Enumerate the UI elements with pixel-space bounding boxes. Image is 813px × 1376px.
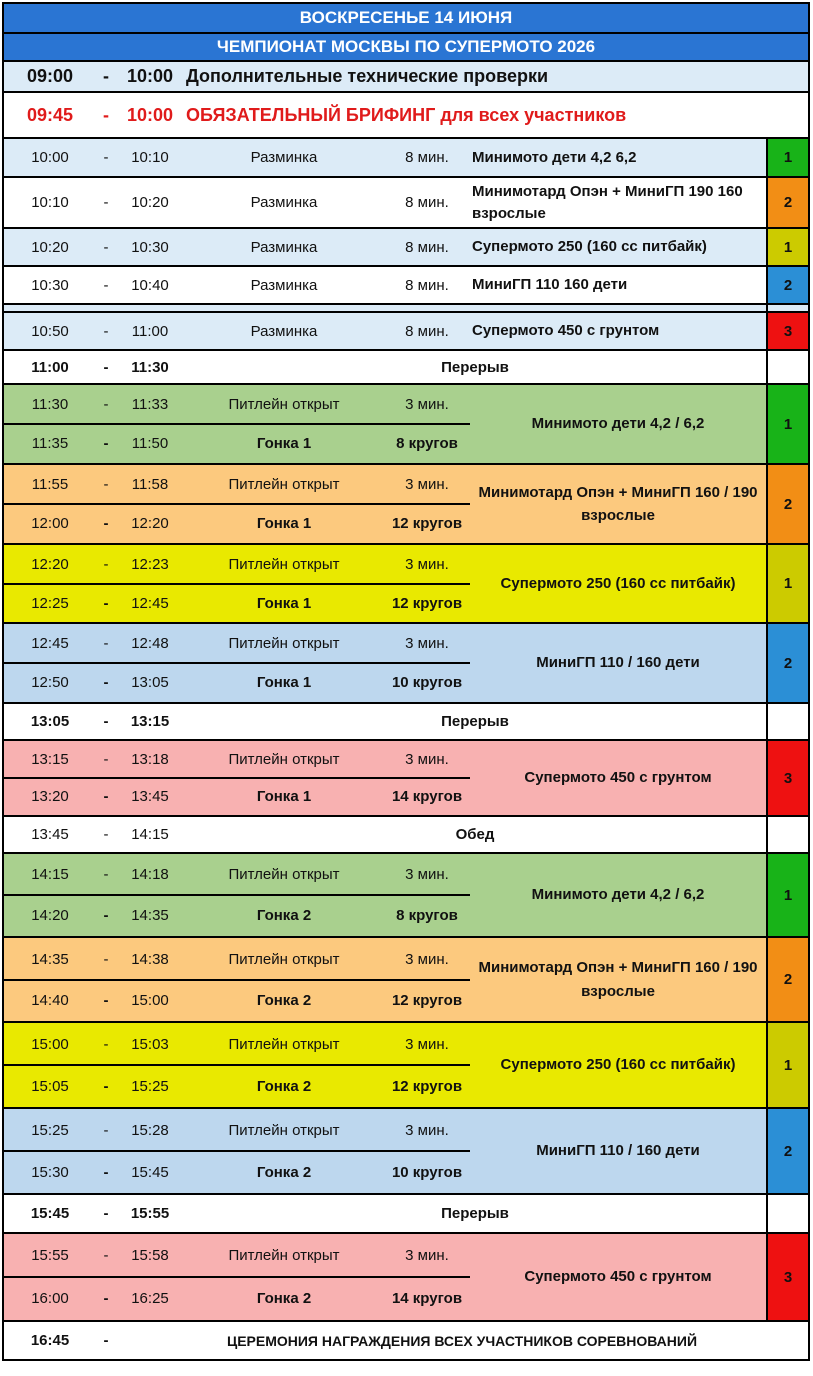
time-separator: - [103,866,109,883]
title-banner [2,34,810,62]
track-cell [766,351,808,383]
start-time: 16:45 [30,1332,70,1349]
time-separator: - [103,751,109,768]
race-block [2,465,810,545]
race-block [2,1023,810,1109]
track-cell [766,1195,808,1232]
warmup-row [2,267,810,305]
time-separator: - [103,1205,109,1222]
pitlane-end-time: 11:33 [131,396,169,413]
class-name: Минимото дети 4,2 6,2 [472,148,637,166]
schedule-table [2,2,810,1361]
end-time: 13:15 [130,713,170,730]
race-label: Гонка 1 [256,435,312,452]
pitlane-label: Питлейн открыт [228,1121,340,1139]
day-banner [2,2,810,34]
pitlane-start-time: 12:45 [31,635,69,652]
end-time: 10:30 [131,238,169,256]
spacer-row [2,305,810,313]
pitlane-label: Питлейн открыт [228,476,340,493]
track-number: 2 [766,178,808,227]
pitlane-end-time: 14:18 [131,866,169,883]
end-time: 15:55 [130,1205,170,1222]
schedule-rows [2,62,810,1361]
track-number: 2 [766,1109,808,1193]
time-separator: - [103,1121,109,1139]
pitlane-label: Питлейн открыт [228,635,340,652]
race-label: Гонка 2 [256,907,312,924]
break-label: Перерыв [441,713,509,730]
track-cell [766,704,808,739]
break-label: Обед [455,826,495,843]
class-name: Супермото 450 с грунтом [472,322,660,340]
pitlane-end-time: 14:38 [131,950,169,968]
laps-count: 12 кругов [391,515,463,532]
track-number: 2 [766,267,808,303]
class-name: Супермото 450 с грунтом [524,769,712,787]
end-time: 10:20 [131,194,169,211]
time-separator: - [103,435,109,452]
session-label: Разминка [250,276,318,294]
race-start-time: 12:00 [31,515,69,532]
end-time: 11:30 [131,358,169,376]
event-label: Дополнительные технические проверки [186,66,549,86]
class-name: Минимото дети 4,2 / 6,2 [531,886,705,904]
track-number: 3 [766,741,808,815]
pitlane-duration: 3 мин. [405,866,449,883]
break-label: Перерыв [441,1205,509,1222]
ceremony-label: ЦЕРЕМОНИЯ НАГРАЖДЕНИЯ ВСЕХ УЧАСТНИКОВ СОРЕВНОВАНИЙ [226,1332,698,1349]
break-row [2,1195,810,1234]
laps-count: 14 кругов [391,1290,463,1307]
time-separator: - [103,674,109,691]
pitlane-duration: 3 мин. [405,751,449,768]
track-number: 1 [766,385,808,463]
track-number: 1 [766,1023,808,1107]
end-time: 14:15 [131,826,169,843]
class-name: Супермото 250 (160 сс питбайк) [500,574,736,592]
break-row [2,704,810,741]
duration: 8 мин. [405,238,449,256]
track-number: 3 [766,1234,808,1320]
duration: 8 мин. [405,149,449,166]
race-start-time: 15:05 [31,1077,69,1095]
briefing-row [2,93,810,139]
break-row [2,351,810,385]
info-row [2,62,810,93]
start-time: 13:05 [30,713,70,730]
race-start-time: 12:25 [31,594,69,612]
pitlane-label: Питлейн открыт [228,866,340,883]
race-end-time: 14:35 [131,907,169,924]
race-label: Гонка 1 [256,674,312,691]
race-end-time: 12:45 [131,594,169,612]
pitlane-duration: 3 мин. [405,1121,449,1139]
laps-count: 12 кругов [391,992,463,1009]
pitlane-duration: 3 мин. [405,950,449,968]
time-separator: - [103,66,109,86]
duration: 8 мин. [405,194,449,211]
track-number: 2 [766,624,808,702]
race-end-time: 13:45 [131,788,169,805]
day-title: ВОСКРЕСЕНЬЕ 14 ИЮНЯ [299,8,513,27]
race-end-time: 12:20 [131,515,169,532]
race-end-time: 13:05 [131,674,169,691]
race-end-time: 15:45 [131,1163,169,1181]
pitlane-end-time: 15:03 [131,1035,169,1053]
race-label: Гонка 2 [256,992,312,1009]
start-time: 10:20 [31,238,69,256]
track-cell [766,817,808,852]
race-start-time: 15:30 [31,1163,69,1181]
start-time: 10:30 [31,276,69,294]
pitlane-end-time: 15:58 [131,1247,169,1264]
race-block [2,741,810,817]
time-separator: - [103,594,109,612]
race-block [2,1109,810,1195]
race-label: Гонка 2 [256,1077,312,1095]
race-end-time: 15:00 [131,992,169,1009]
track-number: 2 [766,465,808,543]
class-name: МиниГП 110 160 дети [472,276,628,294]
pitlane-duration: 3 мин. [405,556,449,573]
race-label: Гонка 1 [256,594,312,612]
end-time: 11:00 [131,322,169,340]
race-label: Гонка 2 [256,1163,312,1181]
event-title: ЧЕМПИОНАТ МОСКВЫ ПО СУПЕРМОТО 2026 [216,37,596,56]
race-label: Гонка 1 [256,515,312,532]
pitlane-end-time: 12:23 [131,556,169,573]
start-time: 09:45 [26,104,74,125]
laps-count: 10 кругов [391,1163,463,1181]
race-start-time: 13:20 [31,788,69,805]
pitlane-start-time: 15:00 [31,1035,69,1053]
pitlane-label: Питлейн открыт [228,396,340,413]
track-number: 1 [766,139,808,176]
race-start-time: 12:50 [31,674,69,691]
pitlane-duration: 3 мин. [405,1035,449,1053]
laps-count: 8 кругов [396,907,458,924]
laps-count: 10 кругов [391,674,463,691]
time-separator: - [103,276,109,294]
session-label: Разминка [250,322,318,340]
class-name: Минимотард Опэн + МиниГП 160 / 190 взрослые [478,959,758,1000]
session-label: Разминка [250,238,318,256]
pitlane-start-time: 15:25 [31,1121,69,1139]
pitlane-duration: 3 мин. [405,476,449,493]
pitlane-duration: 3 мин. [405,1247,449,1264]
race-label: Гонка 2 [256,1290,312,1307]
start-time: 10:50 [31,322,69,340]
laps-count: 8 кругов [396,435,458,452]
class-name: Супермото 250 (160 сс питбайк) [472,238,707,256]
time-separator: - [103,194,109,211]
class-name: МиниГП 110 / 160 дети [536,1142,700,1160]
class-name: Супермото 450 с грунтом [524,1268,712,1286]
pitlane-label: Питлейн открыт [228,950,340,968]
pitlane-end-time: 12:48 [131,635,169,652]
class-name: Супермото 250 (160 сс питбайк) [500,1056,736,1074]
race-end-time: 15:25 [131,1077,169,1095]
time-separator: - [103,104,109,125]
laps-count: 12 кругов [391,1077,463,1095]
track-number: 2 [766,938,808,1021]
warmup-row [2,229,810,267]
pitlane-label: Питлейн открыт [228,556,340,573]
pitlane-start-time: 11:30 [31,396,69,413]
laps-count: 12 кругов [391,594,463,612]
start-time: 10:00 [31,149,69,166]
time-separator: - [103,992,109,1009]
pitlane-duration: 3 мин. [405,396,449,413]
race-start-time: 11:35 [31,435,69,452]
pitlane-label: Питлейн открыт [228,1247,340,1264]
time-separator: - [103,1163,109,1181]
break-row [2,817,810,854]
pitlane-duration: 3 мин. [405,635,449,652]
pitlane-end-time: 15:28 [131,1121,169,1139]
time-separator: - [103,149,109,166]
race-block [2,385,810,465]
pitlane-start-time: 15:55 [31,1247,69,1264]
race-end-time: 11:50 [131,435,169,452]
start-time: 15:45 [30,1205,70,1222]
track-number: 1 [766,229,808,265]
start-time: 09:00 [26,66,74,86]
race-block [2,854,810,938]
race-block [2,624,810,704]
end-time: 10:10 [131,149,169,166]
event-label: ОБЯЗАТЕЛЬНЫЙ БРИФИНГ для всех участников [186,104,627,125]
warmup-row [2,139,810,178]
pitlane-start-time: 14:35 [31,950,69,968]
class-name: МиниГП 110 / 160 дети [536,654,700,672]
time-separator: - [103,1290,109,1307]
time-separator: - [103,713,109,730]
race-block [2,938,810,1023]
pitlane-start-time: 13:15 [31,751,69,768]
start-time: 10:10 [31,194,69,211]
time-separator: - [103,788,109,805]
race-start-time: 16:00 [31,1290,69,1307]
time-separator: - [103,1035,109,1053]
end-time: 10:00 [126,104,174,125]
class-name: Минимотард Опэн + МиниГП 160 / 190 взрослые [478,483,758,524]
track-number: 3 [766,313,808,349]
warmup-row [2,178,810,229]
track-number: 1 [766,545,808,622]
class-name: Минимотард Опэн + МиниГП 190 160 взрослые [472,182,743,222]
time-separator: - [103,476,109,493]
time-separator: - [103,396,109,413]
time-separator: - [103,950,109,968]
start-time: 11:00 [31,358,69,376]
time-separator: - [103,238,109,256]
race-label: Гонка 1 [256,788,312,805]
time-separator: - [103,907,109,924]
laps-count: 14 кругов [391,788,463,805]
track-number: 1 [766,854,808,936]
end-time: 10:40 [131,276,169,294]
time-separator: - [103,1077,109,1095]
time-separator: - [103,1247,109,1264]
pitlane-label: Питлейн открыт [228,751,340,768]
pitlane-start-time: 11:55 [31,476,69,493]
pitlane-start-time: 14:15 [31,866,69,883]
warmup-row [2,313,810,351]
end-time: 10:00 [126,66,174,86]
session-label: Разминка [250,194,318,211]
race-end-time: 16:25 [131,1290,169,1307]
race-block [2,1234,810,1322]
duration: 8 мин. [405,276,449,294]
break-label: Перерыв [441,358,509,376]
start-time: 13:45 [31,826,69,843]
session-label: Разминка [250,149,318,166]
time-separator: - [103,826,109,843]
race-start-time: 14:40 [31,992,69,1009]
time-separator: - [103,635,109,652]
race-start-time: 14:20 [31,907,69,924]
pitlane-end-time: 11:58 [131,476,169,493]
time-separator: - [103,322,109,340]
pitlane-end-time: 13:18 [131,751,169,768]
time-separator: - [103,556,109,573]
track-cell [766,305,808,311]
duration: 8 мин. [405,322,449,340]
time-separator: - [103,1332,109,1349]
ceremony-row [2,1322,810,1361]
pitlane-start-time: 12:20 [31,556,69,573]
race-block [2,545,810,624]
time-separator: - [103,515,109,532]
time-separator: - [103,358,109,376]
pitlane-label: Питлейн открыт [228,1035,340,1053]
class-name: Минимото дети 4,2 / 6,2 [531,415,705,433]
